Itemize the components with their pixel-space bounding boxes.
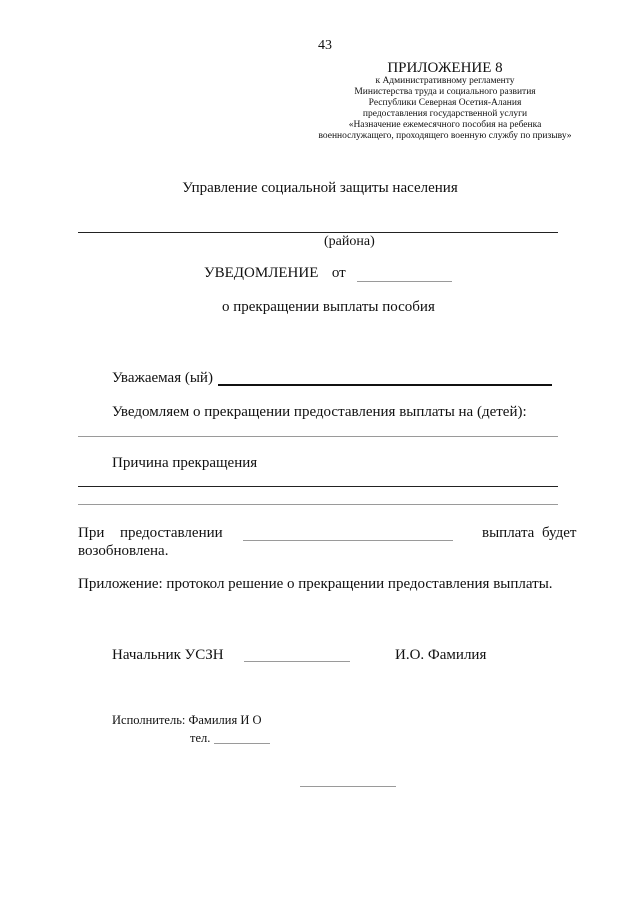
reason-label: Причина прекращения bbox=[112, 455, 258, 471]
appendix-line: предоставления государственной услуги bbox=[362, 109, 528, 119]
signature-line bbox=[244, 661, 350, 662]
greeting-label: Уважаемая (ый) bbox=[112, 370, 213, 386]
notice-title-word: УВЕДОМЛЕНИЕ bbox=[204, 265, 319, 281]
resume-word-4: будет bbox=[542, 525, 577, 541]
district-caption: (района) bbox=[324, 234, 375, 249]
notice-date-line bbox=[357, 281, 452, 282]
appendix-line: Республики Северная Осетия-Алания bbox=[368, 98, 522, 108]
reason-fill-line bbox=[78, 486, 558, 487]
executor-phone-label: тел. bbox=[190, 731, 211, 745]
signature-name: И.О. Фамилия bbox=[395, 647, 487, 663]
resume-word-3: выплата bbox=[482, 525, 535, 541]
appendix-title: ПРИЛОЖЕНИЕ 8 bbox=[387, 60, 503, 76]
attachment-text: Приложение: протокол решение о прекращении предоставления выплаты. bbox=[78, 576, 553, 592]
district-fill-line bbox=[78, 232, 558, 233]
appendix-block bbox=[300, 60, 590, 142]
executor-phone-line bbox=[214, 743, 270, 744]
page-number: 43 bbox=[318, 38, 332, 53]
signature-position: Начальник УСЗН bbox=[112, 647, 224, 663]
greeting-fill-line bbox=[218, 384, 552, 386]
notice-subject: о прекращении выплаты пособия bbox=[222, 299, 435, 315]
resume-line-2: возобновлена. bbox=[78, 543, 169, 559]
resume-fill-line bbox=[243, 540, 453, 541]
appendix-line: Министерства труда и социального развития bbox=[354, 87, 536, 97]
reason-fill-line-2 bbox=[78, 504, 558, 505]
resume-word-2: предоставлении bbox=[120, 525, 223, 541]
department-heading: Управление социальной защиты населения bbox=[182, 180, 458, 196]
appendix-line: «Назначение ежемесячного пособия на ребенка bbox=[348, 120, 542, 130]
resume-word-1: При bbox=[78, 525, 105, 541]
appendix-line: к Административному регламенту bbox=[375, 76, 515, 86]
notice-title bbox=[204, 265, 346, 282]
children-fill-line bbox=[78, 436, 558, 437]
bottom-separator bbox=[300, 786, 396, 787]
notice-from: от bbox=[331, 265, 346, 281]
appendix-line: военнослужащего, проходящего военную службу по призыву» bbox=[318, 131, 572, 141]
notify-text: Уведомляем о прекращении предоставления выплаты на (детей): bbox=[112, 404, 527, 420]
executor-label: Исполнитель: Фамилия И О bbox=[112, 713, 262, 727]
